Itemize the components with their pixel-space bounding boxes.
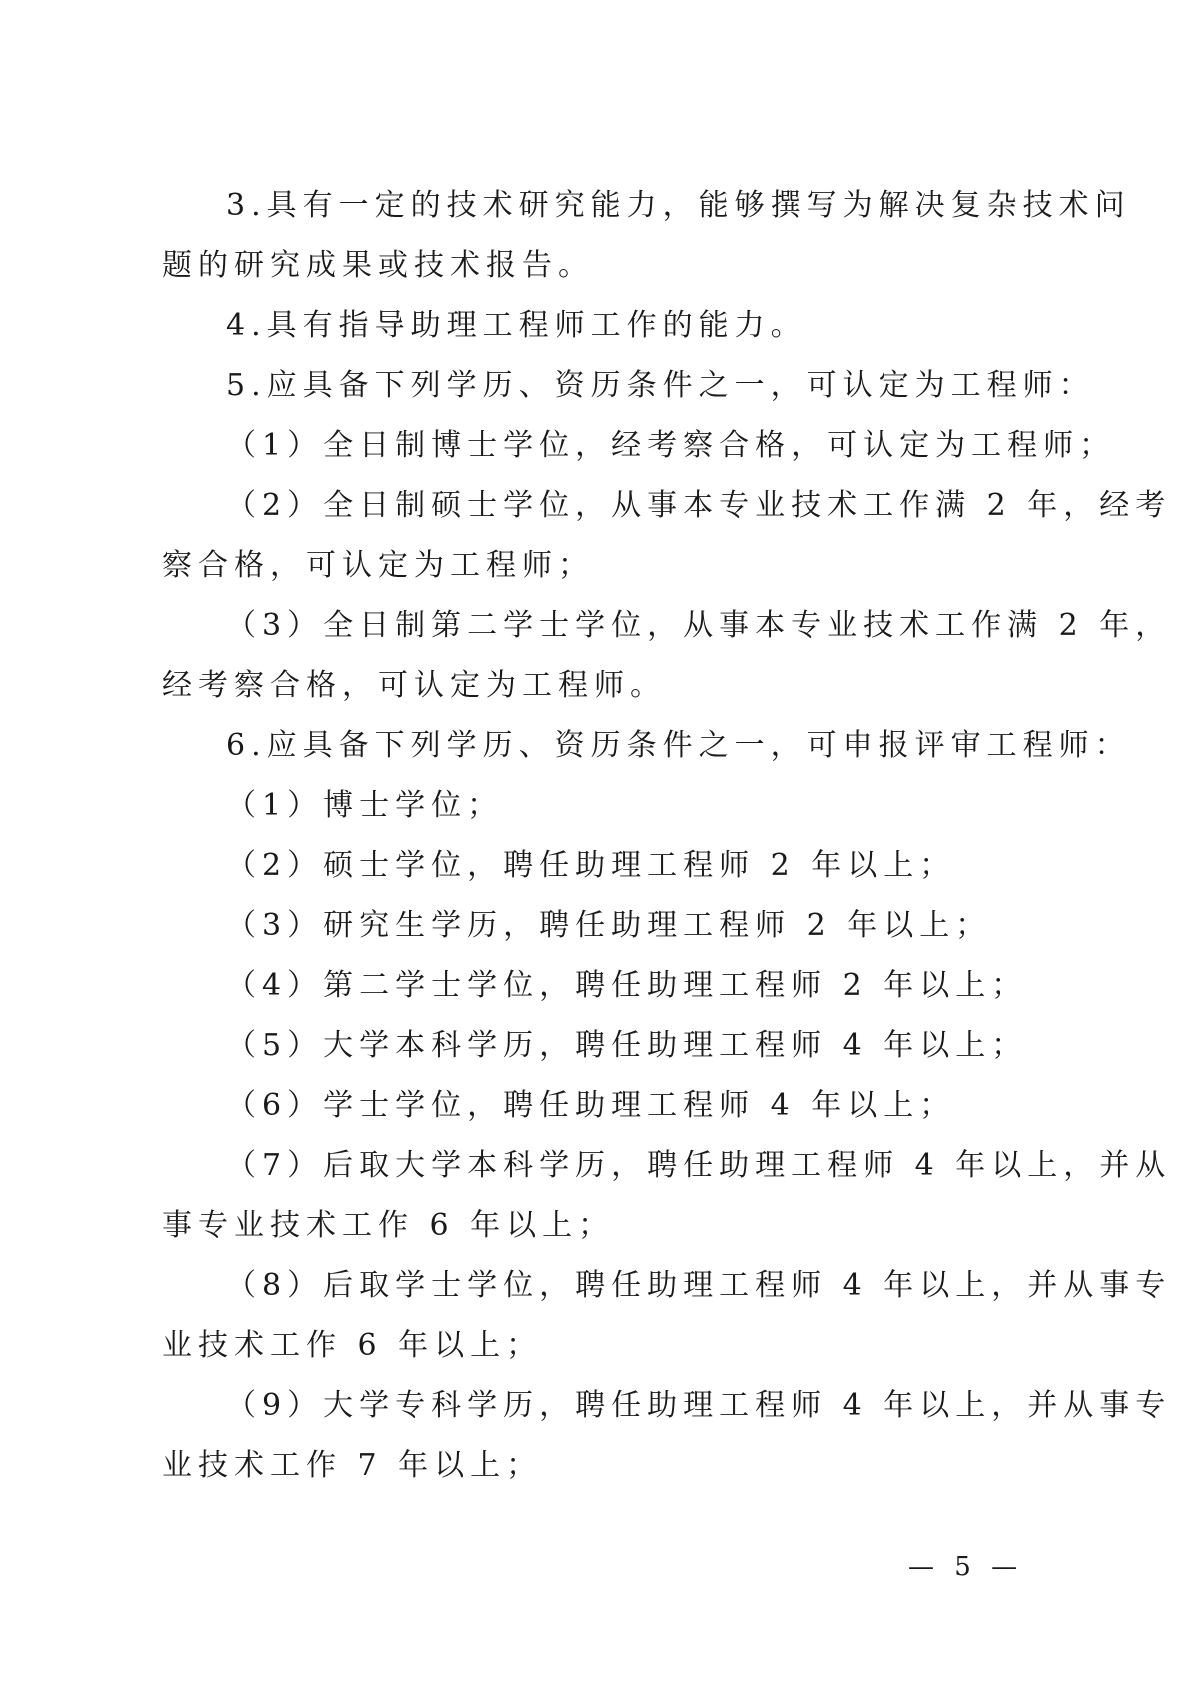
- paragraph-line: （7）后取大学本科学历，聘任助理工程师 4 年以上，并从: [226, 1148, 1172, 1183]
- paragraph-line: （2）硕士学位，聘任助理工程师 2 年以上；: [226, 848, 956, 883]
- paragraph-line: 业技术工作 6 年以上；: [162, 1328, 543, 1363]
- page-number: — 5 —: [908, 1552, 1024, 1582]
- paragraph-line: （4）第二学士学位，聘任助理工程师 2 年以上；: [226, 968, 1028, 1003]
- document-body: [162, 176, 1172, 1496]
- paragraph-line: （5）大学本科学历，聘任助理工程师 4 年以上；: [226, 1028, 1028, 1063]
- paragraph-line: （1）全日制博士学位，经考察合格，可认定为工程师；: [226, 428, 1116, 463]
- paragraph-line: 察合格，可认定为工程师；: [162, 548, 594, 583]
- paragraph-line: （1）博士学位；: [226, 788, 504, 823]
- paragraph-line: （8）后取学士学位，聘任助理工程师 4 年以上，并从事专: [226, 1268, 1172, 1303]
- paragraph-line: 6.应具备下列学历、资历条件之一，可申报评审工程师：: [226, 728, 1131, 763]
- paragraph-line: （9）大学专科学历，聘任助理工程师 4 年以上，并从事专: [226, 1388, 1172, 1423]
- paragraph-line: 事专业技术工作 6 年以上；: [162, 1208, 615, 1243]
- paragraph-line: （6）学士学位，聘任助理工程师 4 年以上；: [226, 1088, 956, 1123]
- paragraph-line: 5.应具备下列学历、资历条件之一，可认定为工程师：: [226, 368, 1095, 403]
- paragraph-line: 经考察合格，可认定为工程师。: [162, 668, 666, 703]
- paragraph-line: 4.具有指导助理工程师工作的能力。: [226, 308, 807, 343]
- paragraph-line: （2）全日制硕士学位，从事本专业技术工作满 2 年，经考: [226, 488, 1172, 523]
- paragraph-line: 3.具有一定的技术研究能力，能够撰写为解决复杂技术问: [226, 188, 1131, 223]
- paragraph-line: 题的研究成果或技术报告。: [162, 248, 594, 283]
- paragraph-line: （3）全日制第二学士学位，从事本专业技术工作满 2 年，: [226, 608, 1172, 643]
- paragraph-line: 业技术工作 7 年以上；: [162, 1448, 543, 1483]
- paragraph-line: （3）研究生学历，聘任助理工程师 2 年以上；: [226, 908, 992, 943]
